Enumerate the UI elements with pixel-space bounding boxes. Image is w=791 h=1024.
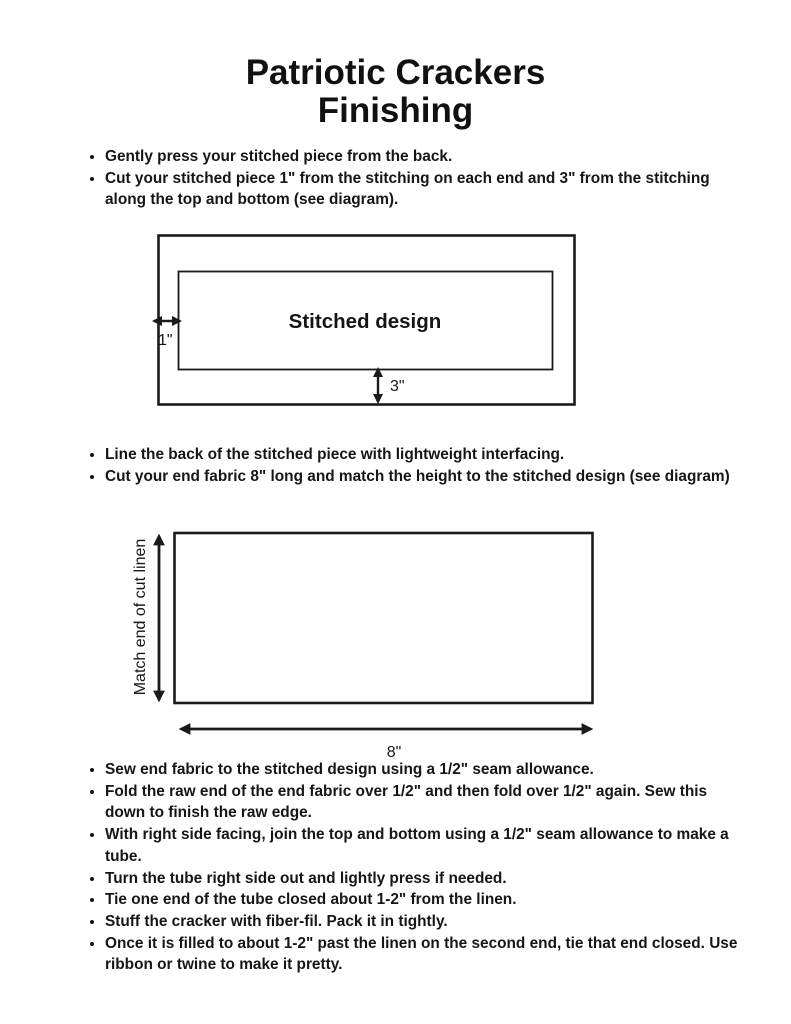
page-title-line-1: Patriotic Crackers <box>245 53 546 92</box>
bullet-press-piece: • Gently press your stitched piece from the back. <box>105 146 745 168</box>
bullet-tie-second-end: • Once it is filled to about 1-2" past the linen on the second end, tie that end closed. Use ribbon or twine to make it pretty. <box>105 933 745 976</box>
instructions-top-list <box>85 146 745 211</box>
match-height-label: Match end of cut linen <box>132 538 149 696</box>
bullet-fold-raw-end: • Fold the raw end of the end fabric over 1/2" and then fold over 1/2" again. Sew this down to finish the raw edge. <box>105 781 745 824</box>
bullet-turn-tube: • Turn the tube right side out and lightly press if needed. <box>105 868 745 890</box>
instructions-bottom-list <box>85 759 745 976</box>
end-fabric-diagram <box>120 525 610 770</box>
page-title <box>0 54 791 130</box>
three-inch-label: 3" <box>390 378 405 395</box>
bullet-stuff-cracker: • Stuff the cracker with fiber-fil. Pack it in tightly. <box>105 911 745 933</box>
bullet-cut-end-fabric: • Cut your end fabric 8" long and match the height to the stitched design (see diagram) <box>105 466 745 488</box>
cut-margins-diagram <box>150 228 580 410</box>
eight-inch-label: 8" <box>386 744 402 761</box>
end-fabric-rectangle <box>175 533 593 703</box>
bullet-cut-stitched-piece: • Cut your stitched piece 1" from the stitching on each end and 3" from the stitching along the top and bottom (see diagram). <box>105 168 745 211</box>
instructions-mid-list <box>85 444 745 487</box>
bullet-tie-one-end: • Tie one end of the tube closed about 1-2" from the linen. <box>105 889 745 911</box>
stitched-design-label: Stitched design <box>288 310 442 333</box>
one-inch-label: 1" <box>158 332 173 349</box>
bullet-sew-end-fabric: • Sew end fabric to the stitched design using a 1/2" seam allowance. <box>105 759 745 781</box>
bullet-line-interfacing: • Line the back of the stitched piece with lightweight interfacing. <box>105 444 745 466</box>
bullet-join-tube: • With right side facing, join the top and bottom using a 1/2" seam allowance to make a tube. <box>105 824 745 867</box>
page-title-line-2: Finishing <box>317 91 474 130</box>
